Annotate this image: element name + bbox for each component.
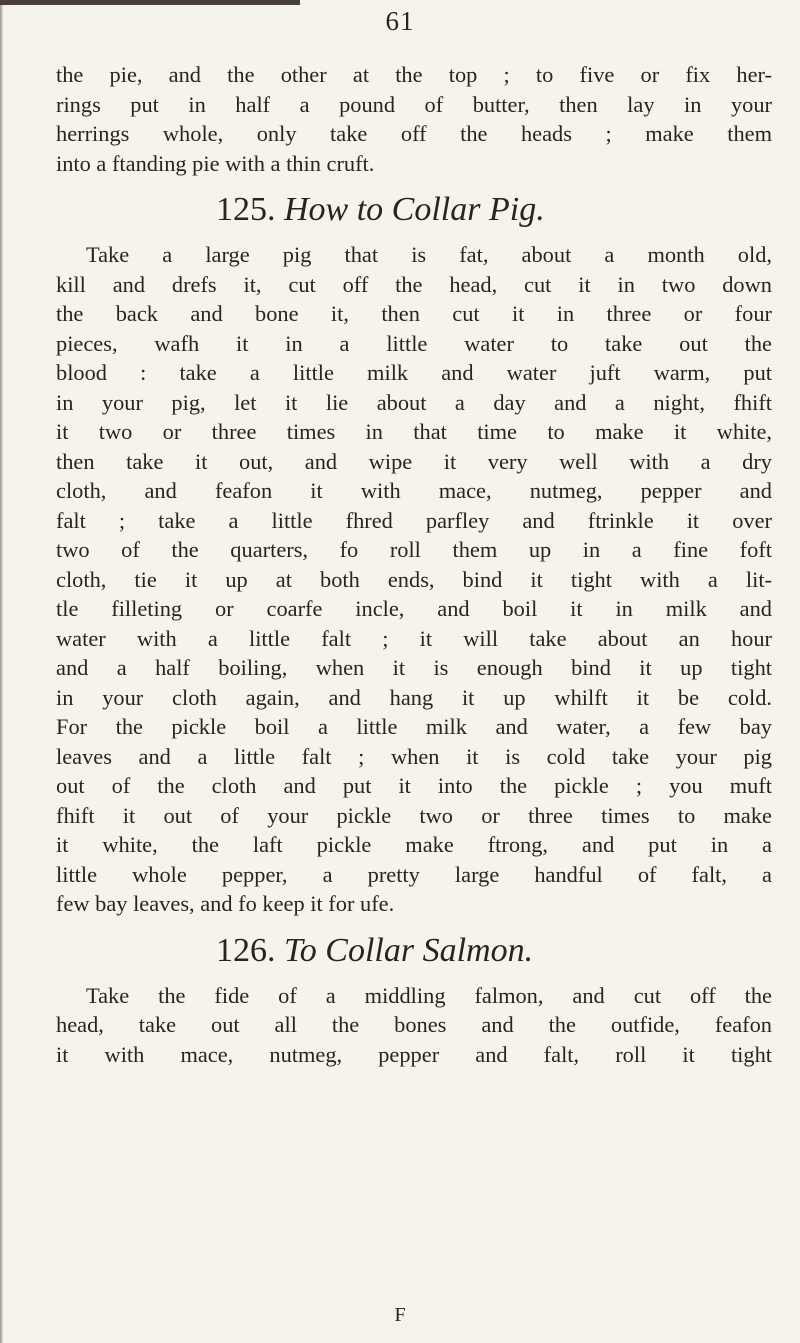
recipe-body	[56, 240, 772, 919]
recipe-title: How to Collar Pig.	[284, 191, 545, 228]
text-line: Take the fide of a middling falmon, and cut off the	[86, 982, 772, 1008]
text-line: it two or three times in that time to make it white,	[56, 419, 772, 444]
text-line: two of the quarters, fo roll them up in a fine foft	[56, 537, 772, 562]
text-line: For the pickle boil a little milk and water, a few bay	[56, 714, 772, 739]
text-line: few bay leaves, and fo keep it for ufe.	[56, 891, 395, 916]
top-rule	[0, 0, 300, 5]
text-line: blood : take a little milk and water juft warm, put	[56, 360, 772, 385]
recipe-heading	[56, 931, 772, 971]
text-line: the back and bone it, then cut it in three or four	[56, 301, 772, 326]
text-line: cloth, tie it up at both ends, bind it tight with a lit-	[56, 566, 772, 592]
text-line: in your pig, let it lie about a day and a night, fhift	[56, 389, 772, 415]
text-line: Take a large pig that is fat, about a month old,	[86, 242, 772, 267]
text-line: water with a little falt ; it will take about an hour	[56, 625, 772, 651]
page-number: 61	[385, 6, 415, 36]
text-line: little whole pepper, a pretty large handful of falt, a	[56, 861, 772, 887]
page-edge-shadow	[0, 0, 3, 1343]
signature-mark: F	[394, 1304, 406, 1326]
recipe-heading	[56, 190, 772, 230]
page-body	[56, 60, 772, 1069]
text-line: pieces, wafh it in a little water to take out the	[56, 330, 772, 356]
text-line: and a half boiling, when it is enough bind it up tight	[56, 655, 772, 680]
text-line: then take it out, and wipe it very well with a dry	[56, 448, 772, 474]
text-line: in your cloth again, and hang it up whilft it be cold.	[56, 684, 772, 710]
text-line: head, take out all the bones and the outfide, feafon	[56, 1012, 772, 1037]
text-line: cloth, and feafon it with mace, nutmeg, pepper and	[56, 478, 772, 503]
text-line: fhift it out of your pickle two or three times to make	[56, 802, 772, 828]
text-line: it with mace, nutmeg, pepper and falt, roll it tight	[56, 1041, 772, 1067]
recipe-number: 126.	[216, 931, 276, 969]
text-line: tle filleting or coarfe incle, and boil it in milk and	[56, 596, 772, 621]
text-line: it white, the laft pickle make ftrong, and put in a	[56, 832, 772, 857]
intro-paragraph	[56, 60, 772, 178]
text-line: falt ; take a little fhred parfley and ftrinkle it over	[56, 507, 772, 533]
recipe-number: 125.	[216, 191, 276, 228]
text-line: out of the cloth and put it into the pickle ; you muft	[56, 773, 772, 798]
text-line: the pie, and the other at the top ; to five or fix her-	[56, 62, 772, 87]
text-line: into a ftanding pie with a thin cruft.	[56, 150, 375, 176]
recipe-title: To Collar Salmon.	[284, 931, 534, 969]
text-line: herrings whole, only take off the heads ; make them	[56, 121, 772, 146]
text-line: rings put in half a pound of butter, then lay in your	[56, 91, 772, 117]
text-line: kill and drefs it, cut off the head, cut it in two down	[56, 271, 772, 297]
recipe-body	[56, 981, 772, 1070]
text-line: leaves and a little falt ; when it is cold take your pig	[56, 743, 772, 769]
